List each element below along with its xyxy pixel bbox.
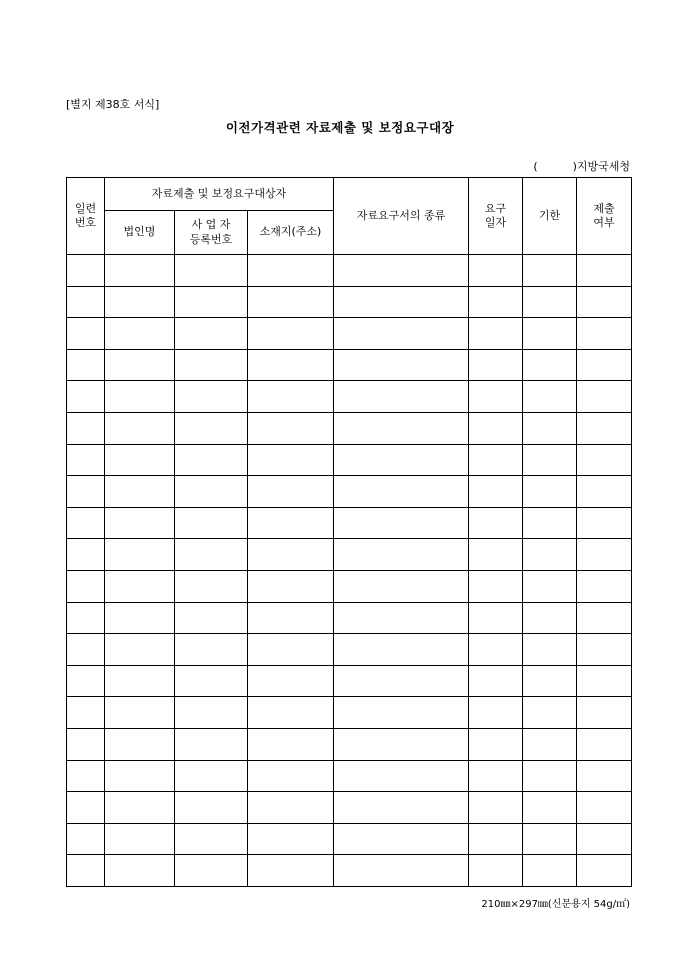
address-cell[interactable] <box>248 570 334 602</box>
submitted-cell[interactable] <box>577 476 632 508</box>
corp-name-cell[interactable] <box>105 823 175 855</box>
request-type-cell[interactable] <box>334 634 469 666</box>
request-date-cell[interactable] <box>469 381 523 413</box>
table-row <box>67 792 632 824</box>
request-date-cell[interactable] <box>469 634 523 666</box>
serial-cell[interactable] <box>67 444 105 476</box>
serial-cell[interactable] <box>67 570 105 602</box>
serial-cell[interactable] <box>67 349 105 381</box>
request-type-cell[interactable] <box>334 665 469 697</box>
serial-cell[interactable] <box>67 697 105 729</box>
header-submitted <box>577 178 632 255</box>
business-reg-cell[interactable] <box>175 349 248 381</box>
table-row <box>67 255 632 287</box>
regional-tax-office: ( )지방국세청 <box>533 160 630 173</box>
request-date-cell[interactable] <box>469 823 523 855</box>
paper-spec: 210㎜×297㎜(신문용지 54g/㎡) <box>481 899 630 910</box>
serial-cell[interactable] <box>67 507 105 539</box>
submitted-cell[interactable] <box>577 349 632 381</box>
table-row <box>67 412 632 444</box>
business-reg-cell[interactable] <box>175 728 248 760</box>
request-type-cell[interactable] <box>334 602 469 634</box>
request-type-cell[interactable] <box>334 349 469 381</box>
corp-name-cell[interactable] <box>105 539 175 571</box>
business-reg-cell[interactable] <box>175 381 248 413</box>
address-cell[interactable] <box>248 507 334 539</box>
corp-name-cell[interactable] <box>105 318 175 350</box>
business-reg-cell[interactable] <box>175 792 248 824</box>
deadline-cell[interactable] <box>523 444 577 476</box>
request-type-cell[interactable] <box>334 286 469 318</box>
address-cell[interactable] <box>248 444 334 476</box>
request-type-cell[interactable] <box>334 823 469 855</box>
header-serial-line2: 번호 <box>74 216 97 229</box>
address-cell[interactable] <box>248 286 334 318</box>
corp-name-cell[interactable] <box>105 570 175 602</box>
corp-name-cell[interactable] <box>105 412 175 444</box>
serial-cell[interactable] <box>67 539 105 571</box>
serial-cell[interactable] <box>67 823 105 855</box>
table-row <box>67 855 632 887</box>
deadline-cell[interactable] <box>523 286 577 318</box>
address-cell[interactable] <box>248 539 334 571</box>
request-date-cell[interactable] <box>469 602 523 634</box>
header-submitted-line1: 제출 <box>593 201 615 215</box>
serial-cell[interactable] <box>67 318 105 350</box>
serial-cell[interactable] <box>67 412 105 444</box>
request-type-cell[interactable] <box>334 760 469 792</box>
table-row <box>67 444 632 476</box>
business-reg-cell[interactable] <box>175 823 248 855</box>
request-type-cell[interactable] <box>334 792 469 824</box>
business-reg-cell[interactable] <box>175 476 248 508</box>
business-reg-cell[interactable] <box>175 570 248 602</box>
address-cell[interactable] <box>248 760 334 792</box>
business-reg-cell[interactable] <box>175 665 248 697</box>
table-row <box>67 728 632 760</box>
business-reg-cell[interactable] <box>175 286 248 318</box>
request-date-cell[interactable] <box>469 507 523 539</box>
serial-cell[interactable] <box>67 855 105 887</box>
deadline-cell[interactable] <box>523 823 577 855</box>
deadline-cell[interactable] <box>523 634 577 666</box>
deadline-cell[interactable] <box>523 665 577 697</box>
corp-name-cell[interactable] <box>105 760 175 792</box>
corp-name-cell[interactable] <box>105 855 175 887</box>
table-row <box>67 823 632 855</box>
serial-cell[interactable] <box>67 476 105 508</box>
ledger-body <box>67 255 632 887</box>
table-row <box>67 697 632 729</box>
table-row <box>67 602 632 634</box>
request-type-cell[interactable] <box>334 318 469 350</box>
address-cell[interactable] <box>248 697 334 729</box>
corp-name-cell[interactable] <box>105 634 175 666</box>
submitted-cell[interactable] <box>577 728 632 760</box>
request-date-cell[interactable] <box>469 349 523 381</box>
header-business-registration <box>175 211 248 255</box>
request-date-cell[interactable] <box>469 665 523 697</box>
submitted-cell[interactable] <box>577 634 632 666</box>
serial-cell[interactable] <box>67 760 105 792</box>
header-address: 소재지(주소) <box>248 211 334 255</box>
request-type-cell[interactable] <box>334 570 469 602</box>
request-type-cell[interactable] <box>334 855 469 887</box>
address-cell[interactable] <box>248 476 334 508</box>
deadline-cell[interactable] <box>523 507 577 539</box>
business-reg-cell[interactable] <box>175 855 248 887</box>
request-date-cell[interactable] <box>469 855 523 887</box>
table-row <box>67 318 632 350</box>
corp-name-cell[interactable] <box>105 255 175 287</box>
address-cell[interactable] <box>248 381 334 413</box>
request-date-cell[interactable] <box>469 476 523 508</box>
corp-name-cell[interactable] <box>105 792 175 824</box>
table-row <box>67 349 632 381</box>
address-cell[interactable] <box>248 634 334 666</box>
business-reg-cell[interactable] <box>175 602 248 634</box>
request-type-cell[interactable] <box>334 444 469 476</box>
request-date-cell[interactable] <box>469 286 523 318</box>
deadline-cell[interactable] <box>523 381 577 413</box>
table-row <box>67 476 632 508</box>
submitted-cell[interactable] <box>577 318 632 350</box>
serial-cell[interactable] <box>67 255 105 287</box>
corp-name-cell[interactable] <box>105 381 175 413</box>
header-target-group: 자료제출 및 보정요구대상자 <box>105 178 334 211</box>
submitted-cell[interactable] <box>577 412 632 444</box>
deadline-cell[interactable] <box>523 412 577 444</box>
request-date-cell[interactable] <box>469 412 523 444</box>
table-row <box>67 507 632 539</box>
corp-name-cell[interactable] <box>105 665 175 697</box>
address-cell[interactable] <box>248 792 334 824</box>
table-row <box>67 539 632 571</box>
business-reg-cell[interactable] <box>175 255 248 287</box>
submitted-cell[interactable] <box>577 444 632 476</box>
table-row <box>67 760 632 792</box>
submitted-cell[interactable] <box>577 507 632 539</box>
address-cell[interactable] <box>248 349 334 381</box>
submitted-cell[interactable] <box>577 255 632 287</box>
submitted-cell[interactable] <box>577 602 632 634</box>
serial-cell[interactable] <box>67 634 105 666</box>
request-type-cell[interactable] <box>334 507 469 539</box>
form-label: [별지 제38호 서식] <box>66 98 160 111</box>
business-reg-cell[interactable] <box>175 539 248 571</box>
header-serial-number <box>67 178 105 255</box>
deadline-cell[interactable] <box>523 602 577 634</box>
business-reg-cell[interactable] <box>175 412 248 444</box>
deadline-cell[interactable] <box>523 349 577 381</box>
header-serial-line1: 일련 <box>74 201 97 215</box>
corp-name-cell[interactable] <box>105 349 175 381</box>
submitted-cell[interactable] <box>577 539 632 571</box>
header-business-reg-line1: 사 업 자 <box>191 218 231 232</box>
submitted-cell[interactable] <box>577 823 632 855</box>
corp-name-cell[interactable] <box>105 602 175 634</box>
corp-name-cell[interactable] <box>105 444 175 476</box>
serial-cell[interactable] <box>67 602 105 634</box>
table-row <box>67 381 632 413</box>
request-date-cell[interactable] <box>469 318 523 350</box>
request-date-cell[interactable] <box>469 728 523 760</box>
deadline-cell[interactable] <box>523 318 577 350</box>
deadline-cell[interactable] <box>523 760 577 792</box>
submitted-cell[interactable] <box>577 760 632 792</box>
header-request-type: 자료요구서의 종류 <box>334 178 469 255</box>
header-request-date <box>469 178 523 255</box>
request-type-cell[interactable] <box>334 255 469 287</box>
table-row <box>67 286 632 318</box>
deadline-cell[interactable] <box>523 570 577 602</box>
corp-name-cell[interactable] <box>105 728 175 760</box>
business-reg-cell[interactable] <box>175 318 248 350</box>
request-date-cell[interactable] <box>469 792 523 824</box>
request-type-cell[interactable] <box>334 381 469 413</box>
deadline-cell[interactable] <box>523 255 577 287</box>
submitted-cell[interactable] <box>577 855 632 887</box>
business-reg-cell[interactable] <box>175 507 248 539</box>
deadline-cell[interactable] <box>523 792 577 824</box>
header-submitted-line2: 여부 <box>593 216 615 229</box>
address-cell[interactable] <box>248 602 334 634</box>
business-reg-cell[interactable] <box>175 444 248 476</box>
deadline-cell[interactable] <box>523 539 577 571</box>
address-cell[interactable] <box>248 318 334 350</box>
address-cell[interactable] <box>248 855 334 887</box>
address-cell[interactable] <box>248 412 334 444</box>
request-date-cell[interactable] <box>469 255 523 287</box>
header-request-date-line2: 일자 <box>484 216 507 229</box>
request-type-cell[interactable] <box>334 412 469 444</box>
request-date-cell[interactable] <box>469 697 523 729</box>
header-corporation-name: 법인명 <box>105 211 175 255</box>
deadline-cell[interactable] <box>523 728 577 760</box>
business-reg-cell[interactable] <box>175 697 248 729</box>
ledger-table <box>66 177 632 887</box>
address-cell[interactable] <box>248 728 334 760</box>
submitted-cell[interactable] <box>577 286 632 318</box>
serial-cell[interactable] <box>67 792 105 824</box>
submitted-cell[interactable] <box>577 665 632 697</box>
request-type-cell[interactable] <box>334 728 469 760</box>
request-date-cell[interactable] <box>469 539 523 571</box>
document-title: 이전가격관련 자료제출 및 보정요구대장 <box>225 120 455 135</box>
submitted-cell[interactable] <box>577 570 632 602</box>
request-date-cell[interactable] <box>469 444 523 476</box>
submitted-cell[interactable] <box>577 792 632 824</box>
serial-cell[interactable] <box>67 286 105 318</box>
business-reg-cell[interactable] <box>175 760 248 792</box>
request-type-cell[interactable] <box>334 539 469 571</box>
header-business-reg-line2: 등록번호 <box>189 232 233 246</box>
request-date-cell[interactable] <box>469 570 523 602</box>
table-row <box>67 634 632 666</box>
address-cell[interactable] <box>248 255 334 287</box>
business-reg-cell[interactable] <box>175 634 248 666</box>
serial-cell[interactable] <box>67 381 105 413</box>
request-date-cell[interactable] <box>469 760 523 792</box>
address-cell[interactable] <box>248 665 334 697</box>
corp-name-cell[interactable] <box>105 476 175 508</box>
request-type-cell[interactable] <box>334 697 469 729</box>
deadline-cell[interactable] <box>523 855 577 887</box>
submitted-cell[interactable] <box>577 381 632 413</box>
table-row <box>67 665 632 697</box>
table-row <box>67 570 632 602</box>
request-type-cell[interactable] <box>334 476 469 508</box>
corp-name-cell[interactable] <box>105 697 175 729</box>
header-deadline: 기한 <box>523 178 577 255</box>
corp-name-cell[interactable] <box>105 286 175 318</box>
submitted-cell[interactable] <box>577 697 632 729</box>
deadline-cell[interactable] <box>523 697 577 729</box>
header-request-date-line1: 요구 <box>484 201 507 215</box>
corp-name-cell[interactable] <box>105 507 175 539</box>
serial-cell[interactable] <box>67 728 105 760</box>
address-cell[interactable] <box>248 823 334 855</box>
deadline-cell[interactable] <box>523 476 577 508</box>
serial-cell[interactable] <box>67 665 105 697</box>
